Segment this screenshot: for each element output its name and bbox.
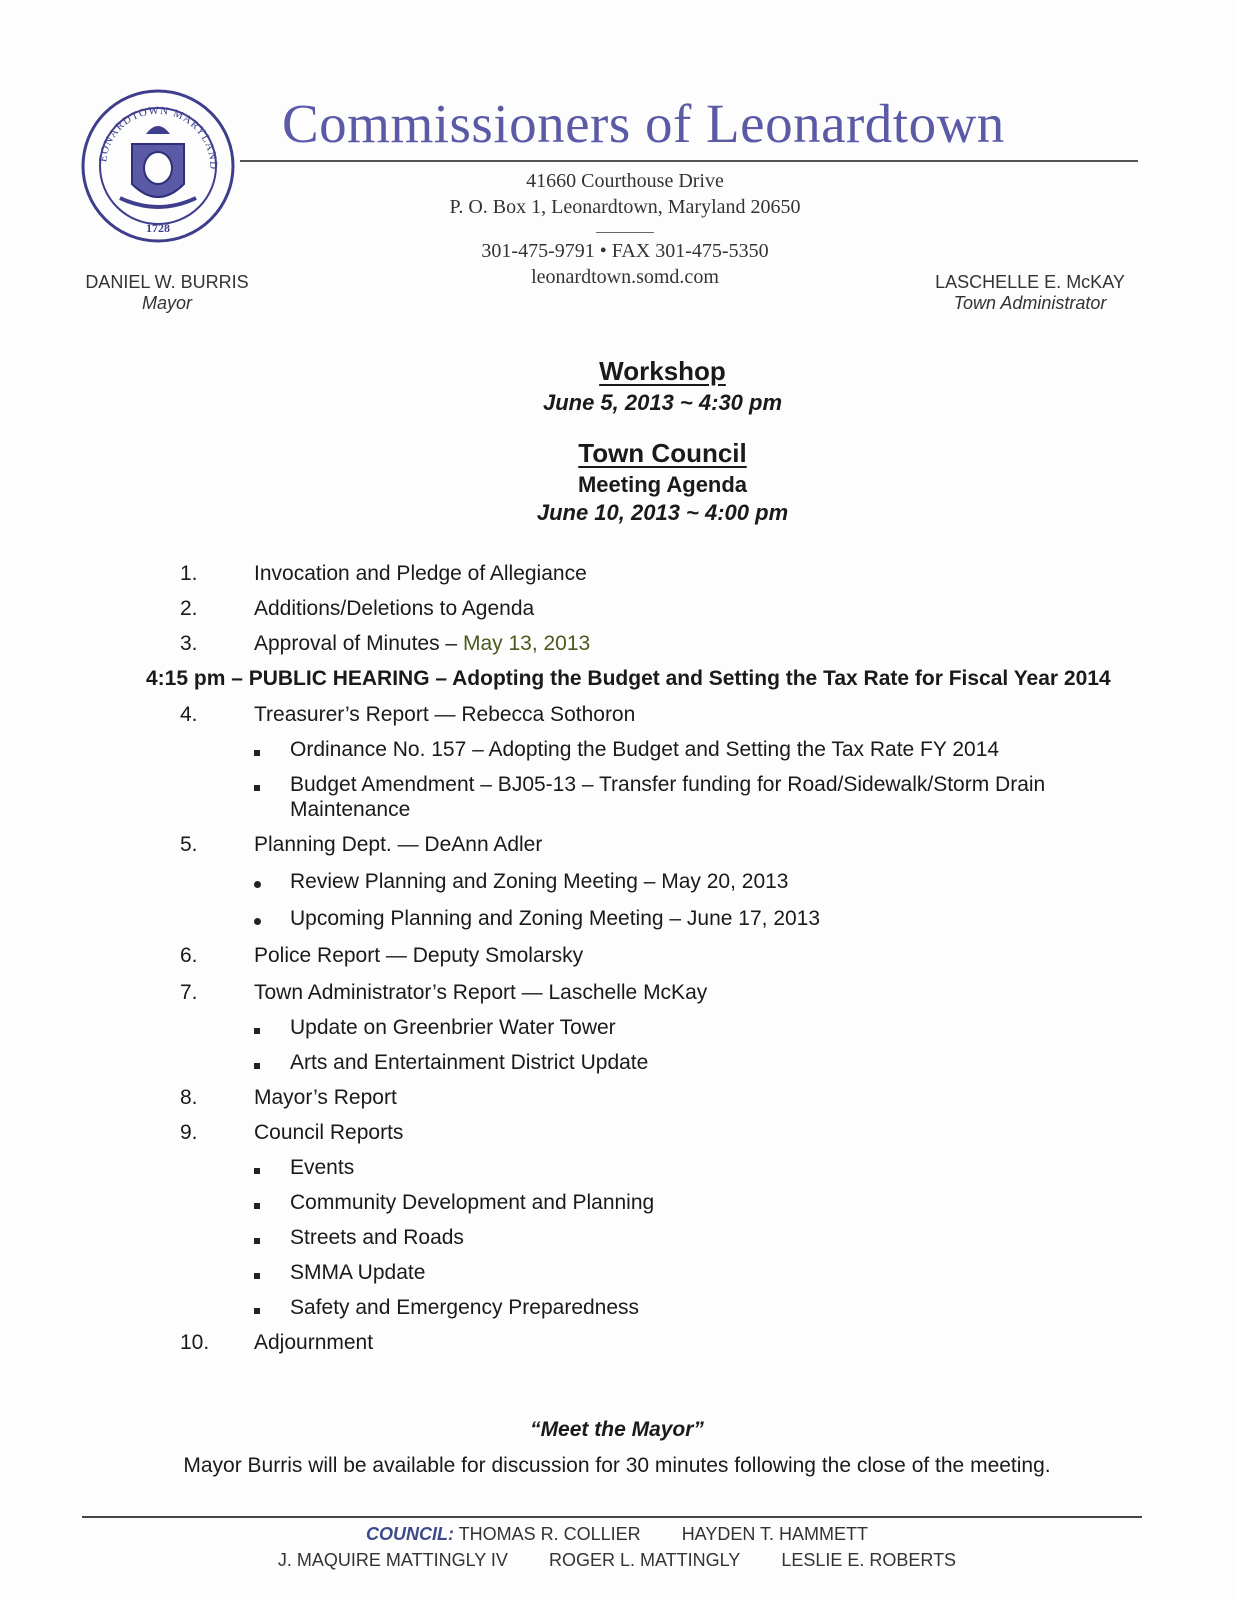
agenda-text: Council Reports: [254, 1121, 404, 1144]
agenda-number: 3.: [180, 632, 198, 655]
agenda-subitem-text: Arts and Entertainment District Update: [290, 1051, 649, 1074]
square-bullet-icon: [254, 1273, 260, 1279]
agenda-subitem: [0, 1154, 1234, 1189]
agenda-subitem-text: Safety and Emergency Preparedness: [290, 1296, 640, 1319]
website-link[interactable]: leonardtown.somd.com: [531, 266, 719, 288]
agenda-item: [0, 701, 1234, 736]
agenda-number: 9.: [180, 1121, 198, 1144]
agenda-number: 10.: [180, 1331, 210, 1354]
phone-fax: 301-475-9791 • FAX 301-475-5350: [481, 240, 769, 262]
square-bullet-icon: [254, 1028, 260, 1034]
agenda-item: [0, 942, 1234, 979]
council-line-1: [0, 1524, 1234, 1545]
meet-the-mayor-note: Mayor Burris will be available for discussion for 30 minutes following the close of the meeting.: [183, 1454, 1051, 1477]
agenda-subitem: [0, 1049, 1234, 1084]
agenda-item: [0, 560, 1234, 595]
agenda-subitem-text: [290, 771, 1120, 821]
agenda-subitem-text: SMMA Update: [290, 1261, 426, 1284]
address-divider: [596, 232, 654, 233]
town-seal: [80, 88, 236, 244]
mayor-title: Mayor: [141, 293, 192, 313]
mayor-name: DANIEL W. BURRIS: [85, 272, 249, 292]
agenda-text: Treasurer’s Report — Rebecca Sothoron: [254, 703, 636, 726]
square-bullet-icon: [254, 1063, 260, 1069]
agenda-item: [0, 595, 1234, 630]
agenda-text: Town Administrator’s Report — Laschelle McKay: [254, 981, 708, 1004]
minutes-date: May 13, 2013: [462, 632, 591, 655]
agenda-subitem: [0, 1224, 1234, 1259]
agenda-text: [254, 630, 590, 658]
agenda-item: [0, 1084, 1234, 1119]
square-bullet-icon: [254, 1308, 260, 1314]
seal-icon: [80, 88, 236, 244]
agenda-subitem-text: Upcoming Planning and Zoning Meeting – June 17, 2013: [290, 907, 821, 930]
agenda-text: Additions/Deletions to Agenda: [254, 597, 535, 620]
agenda-subitem-text: Review Planning and Zoning Meeting – May 20, 2013: [290, 870, 789, 893]
council-member: HAYDEN T. HAMMETT: [681, 1524, 869, 1544]
square-bullet-icon: [254, 785, 260, 791]
agenda-subitem-text: Ordinance No. 157 – Adopting the Budget and Setting the Tax Rate FY 2014: [290, 738, 1000, 761]
agenda-subitem: [0, 905, 1234, 942]
footer-divider: [82, 1516, 1142, 1518]
agenda-subitem: [0, 868, 1234, 905]
administrator-name: LASCHELLE E. McKAY: [935, 272, 1125, 292]
council-member: J. MAQUIRE MATTINGLY IV: [277, 1550, 508, 1570]
title-divider: [240, 160, 1138, 162]
agenda-number: 5.: [180, 833, 198, 856]
public-hearing-line: [0, 665, 1234, 701]
subitem-line-2: Maintenance: [290, 798, 411, 821]
mayor-block: [82, 272, 252, 314]
meeting-date: June 10, 2013 ~ 4:00 pm: [536, 500, 789, 525]
agenda-item: [0, 831, 1234, 868]
svg-text:1728: 1728: [146, 221, 170, 235]
public-hearing-text: 4:15 pm – PUBLIC HEARING – Adopting the Budget and Setting the Tax Rate for Fiscal Year 2014: [146, 667, 1111, 690]
meeting-agenda-heading: Meeting Agenda: [577, 472, 748, 497]
subitem-line-1: Budget Amendment – BJ05-13 – Transfer funding for Road/Sidewalk/Storm Drain: [290, 773, 1046, 796]
agenda-subitem: [0, 736, 1234, 771]
council-member: ROGER L. MATTINGLY: [548, 1550, 741, 1570]
square-bullet-icon: [254, 1238, 260, 1244]
agenda-subitem: [0, 1014, 1234, 1049]
agenda-item: [0, 979, 1234, 1014]
agenda-number: 4.: [180, 703, 198, 726]
agenda-subitem-text: Community Development and Planning: [290, 1191, 655, 1214]
council-label: COUNCIL:: [365, 1524, 454, 1544]
agenda-subitem: [0, 771, 1234, 831]
agenda-number: 2.: [180, 597, 198, 620]
agenda-item: [0, 1329, 1234, 1364]
svg-text:LEONARDTOWN MARYLAND: EONARDTOWN MARYLAND: [97, 104, 220, 171]
agenda-item: [0, 630, 1234, 665]
square-bullet-icon: [254, 1168, 260, 1174]
round-bullet-icon: [254, 918, 261, 925]
workshop-date: June 5, 2013 ~ 4:30 pm: [542, 390, 783, 415]
agenda-subitem: [0, 1189, 1234, 1224]
round-bullet-icon: [254, 881, 261, 888]
administrator-title: Town Administrator: [953, 293, 1107, 313]
square-bullet-icon: [254, 1203, 260, 1209]
agenda-text: Police Report — Deputy Smolarsky: [254, 944, 584, 967]
agenda-number: 6.: [180, 944, 198, 967]
address-line-2: P. O. Box 1, Leonardtown, Maryland 20650: [449, 196, 801, 218]
agenda-subitem: [0, 1294, 1234, 1329]
minutes-label: Approval of Minutes –: [254, 632, 463, 655]
org-title: Commissioners of Leonardtown: [282, 93, 1005, 154]
agenda-number: 8.: [180, 1086, 198, 1109]
agenda-text: Planning Dept. — DeAnn Adler: [254, 833, 543, 856]
agenda-text: Mayor’s Report: [254, 1086, 397, 1109]
council-line-2: [0, 1550, 1234, 1571]
agenda-subitem-text: Streets and Roads: [290, 1226, 464, 1249]
town-council-heading: Town Council: [578, 438, 747, 468]
council-member: LESLIE E. ROBERTS: [781, 1550, 957, 1570]
agenda-list: [0, 560, 1234, 1364]
agenda-text: Adjournment: [254, 1331, 374, 1354]
agenda-item: [0, 1119, 1234, 1154]
meet-the-mayor-heading: “Meet the Mayor”: [530, 1418, 704, 1441]
agenda-subitem-text: Update on Greenbrier Water Tower: [290, 1016, 616, 1039]
agenda-number: 7.: [180, 981, 198, 1004]
agenda-subitem: [0, 1259, 1234, 1294]
address-line-1: 41660 Courthouse Drive: [526, 170, 724, 192]
workshop-heading: Workshop: [599, 356, 726, 386]
agenda-number: 1.: [180, 562, 198, 585]
square-bullet-icon: [254, 750, 260, 756]
agenda-text: Invocation and Pledge of Allegiance: [254, 562, 587, 585]
council-member: THOMAS R. COLLIER: [458, 1524, 641, 1544]
administrator-block: [918, 272, 1142, 314]
agenda-subitem-text: Events: [290, 1156, 355, 1179]
